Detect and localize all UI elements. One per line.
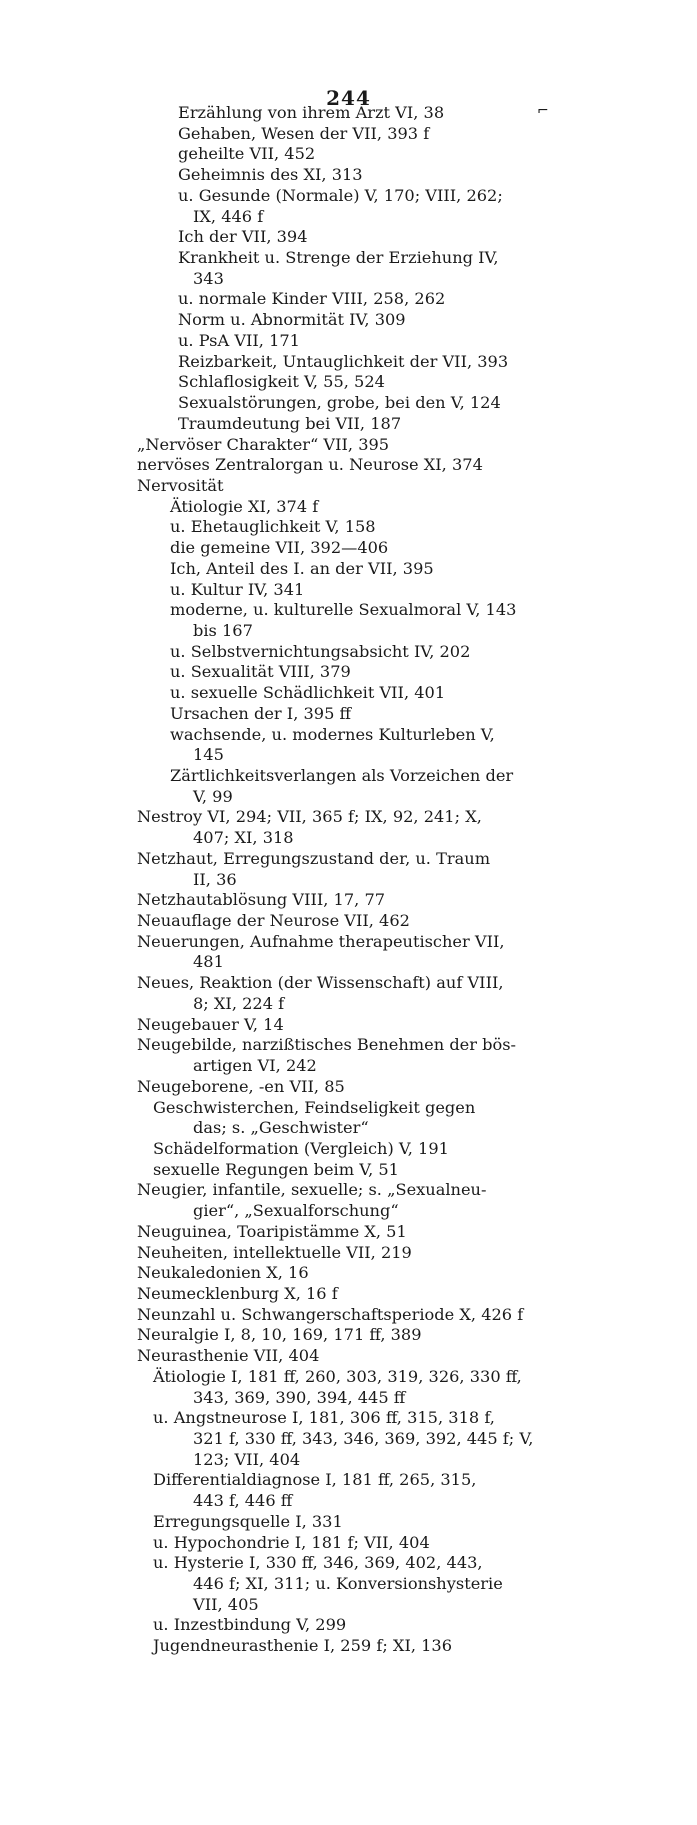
index-line: [0, 1533, 697, 1554]
index-line-text: Netzhaut, Erregungszustand der, u. Traum: [137, 848, 491, 868]
index-line: [0, 642, 697, 663]
index-line-text: u. Hysterie I, 330 ff, 346, 369, 402, 443,: [153, 1553, 483, 1573]
index-line-text: IX, 446 f: [193, 206, 264, 226]
index-line: [0, 227, 697, 248]
index-line: [0, 745, 697, 766]
index-line-text: 407; XI, 318: [193, 828, 294, 848]
index-line-text: II, 36: [193, 869, 237, 889]
index-line-text: Geschwisterchen, Feindseligkeit gegen: [153, 1097, 476, 1117]
index-line: [0, 1595, 697, 1616]
index-line-text: Ätiologie XI, 374 f: [170, 496, 319, 516]
index-line-text: Neurasthenie VII, 404: [137, 1346, 320, 1366]
index-line: [0, 186, 697, 207]
index-line: [0, 144, 697, 165]
index-line: [0, 1139, 697, 1160]
index-line-text: die gemeine VII, 392—406: [170, 538, 389, 558]
index-line: [0, 1284, 697, 1305]
index-line-text: 446 f; XI, 311; u. Konversionshysterie: [193, 1574, 503, 1594]
index-line-text: Neuguinea, Toaripistämme X, 51: [137, 1221, 407, 1241]
index-line: [0, 1636, 697, 1657]
index-line: [0, 269, 697, 290]
index-line: [0, 1367, 697, 1388]
index-line-text: Neuerungen, Aufnahme therapeutischer VII,: [137, 931, 505, 951]
index-line: [0, 1388, 697, 1409]
index-line-text: u. Angstneurose I, 181, 306 ff, 315, 318 f,: [153, 1408, 495, 1428]
index-line: [0, 289, 697, 310]
index-line: [0, 1305, 697, 1326]
index-line: [0, 704, 697, 725]
index-line-text: Schädelformation (Vergleich) V, 191: [153, 1138, 449, 1158]
index-line-text: Nervosität: [137, 475, 224, 495]
index-line: [0, 455, 697, 476]
index-line-text: u. Hypochondrie I, 181 f; VII, 404: [153, 1532, 430, 1552]
index-line: [0, 580, 697, 601]
index-line-text: „Nervöser Charakter“ VII, 395: [137, 434, 390, 454]
index-line: [0, 1201, 697, 1222]
index-line-text: Norm u. Abnormität IV, 309: [178, 310, 406, 330]
index-line: [0, 1035, 697, 1056]
index-line-text: u. PsA VII, 171: [178, 330, 300, 350]
index-line-text: V, 99: [193, 786, 233, 806]
index-line: [0, 725, 697, 746]
index-line: [0, 165, 697, 186]
index-line: [0, 248, 697, 269]
index-line: [0, 600, 697, 621]
index-line: [0, 103, 697, 124]
index-line: [0, 973, 697, 994]
index-list: [0, 103, 697, 1657]
index-line-text: Neukaledonien X, 16: [137, 1263, 309, 1283]
index-line: [0, 1180, 697, 1201]
index-line-text: sexuelle Regungen beim V, 51: [153, 1159, 399, 1179]
index-line-text: u. Ehetauglichkeit V, 158: [170, 517, 376, 537]
index-line-text: Neunzahl u. Schwangerschaftsperiode X, 426 f: [137, 1304, 524, 1324]
index-line: [0, 476, 697, 497]
index-line: [0, 517, 697, 538]
index-line: [0, 849, 697, 870]
index-line: [0, 932, 697, 953]
index-line: [0, 766, 697, 787]
index-line: [0, 414, 697, 435]
index-line-text: 481: [193, 952, 224, 972]
index-line: [0, 1222, 697, 1243]
index-line: [0, 1325, 697, 1346]
index-line: [0, 870, 697, 891]
index-line-text: u. Kultur IV, 341: [170, 579, 305, 599]
index-line-text: Erzählung von ihrem Arzt VI, 38: [178, 103, 445, 122]
index-line: [0, 1160, 697, 1181]
index-line-text: Ich, Anteil des I. an der VII, 395: [170, 558, 434, 578]
index-line: [0, 1077, 697, 1098]
index-line-text: u. Gesunde (Normale) V, 170; VIII, 262;: [178, 185, 503, 205]
index-line-text: Reizbarkeit, Untauglichkeit der VII, 393: [178, 351, 509, 371]
index-line: [0, 1408, 697, 1429]
corner-mark: ⌐: [537, 103, 549, 119]
index-line: [0, 787, 697, 808]
index-line-text: Neugebilde, narzißtisches Benehmen der bös-: [137, 1035, 517, 1055]
index-line-text: Nestroy VI, 294; VII, 365 f; IX, 92, 241; X,: [137, 807, 482, 827]
index-line-text: Ursachen der I, 395 ff: [170, 703, 352, 723]
index-line: [0, 310, 697, 331]
index-line-text: Neues, Reaktion (der Wissenschaft) auf VIII,: [137, 973, 504, 993]
index-line: [0, 1450, 697, 1471]
index-line: [0, 828, 697, 849]
index-line: [0, 1574, 697, 1595]
index-line: [0, 911, 697, 932]
index-line-text: bis 167: [193, 620, 253, 640]
index-line-text: Gehaben, Wesen der VII, 393 f: [178, 123, 430, 143]
index-line: [0, 207, 697, 228]
index-line-text: u. sexuelle Schädlichkeit VII, 401: [170, 683, 446, 703]
index-line-text: 8; XI, 224 f: [193, 993, 285, 1013]
index-line-text: 343, 369, 390, 394, 445 ff: [193, 1387, 406, 1407]
index-line-text: artigen VI, 242: [193, 1056, 317, 1076]
index-line-text: 343: [193, 268, 224, 288]
index-line-text: Zärtlichkeitsverlangen als Vorzeichen der: [170, 766, 514, 785]
index-line-text: u. Inzestbindung V, 299: [153, 1615, 347, 1635]
index-line-text: nervöses Zentralorgan u. Neurose XI, 374: [137, 455, 483, 475]
index-line-text: Neuheiten, intellektuelle VII, 219: [137, 1242, 412, 1262]
index-line-text: Sexualstörungen, grobe, bei den V, 124: [178, 393, 501, 413]
index-line-text: Jugendneurasthenie I, 259 f; XI, 136: [153, 1636, 453, 1656]
index-line: [0, 1615, 697, 1636]
index-line-text: Krankheit u. Strenge der Erziehung IV,: [178, 248, 499, 268]
index-line: [0, 952, 697, 973]
index-line: [0, 1118, 697, 1139]
index-line-text: 145: [193, 745, 224, 765]
index-line: [0, 1243, 697, 1264]
index-line-text: 443 f, 446 ff: [193, 1491, 293, 1511]
index-line: [0, 538, 697, 559]
index-line-text: Schlaflosigkeit V, 55, 524: [178, 372, 385, 392]
index-line: [0, 621, 697, 642]
index-line-text: Neumecklenburg X, 16 f: [137, 1283, 338, 1303]
index-line-text: Neuauflage der Neurose VII, 462: [137, 911, 410, 931]
index-line: [0, 683, 697, 704]
index-line-text: Traumdeutung bei VII, 187: [178, 413, 402, 433]
index-line: [0, 1553, 697, 1574]
index-line: [0, 372, 697, 393]
index-line-text: VII, 405: [193, 1594, 259, 1614]
index-line-text: Neugier, infantile, sexuelle; s. „Sexualneu-: [137, 1180, 487, 1200]
index-line-text: Neuralgie I, 8, 10, 169, 171 ff, 389: [137, 1325, 422, 1345]
index-line-text: das; s. „Geschwister“: [193, 1118, 369, 1138]
index-line: [0, 497, 697, 518]
index-line-text: u. Sexualität VIII, 379: [170, 662, 351, 682]
index-line-text: moderne, u. kulturelle Sexualmoral V, 143: [170, 600, 517, 620]
index-line: [0, 1512, 697, 1533]
index-line-text: Ätiologie I, 181 ff, 260, 303, 319, 326, 330 ff,: [153, 1366, 522, 1386]
index-line: [0, 1263, 697, 1284]
index-line: [0, 1056, 697, 1077]
index-line: [0, 331, 697, 352]
index-line: [0, 662, 697, 683]
index-line-text: geheilte VII, 452: [178, 144, 316, 164]
index-line: [0, 1346, 697, 1367]
index-line-text: Neugeborene, -en VII, 85: [137, 1076, 345, 1096]
index-line: [0, 559, 697, 580]
index-line: [0, 994, 697, 1015]
index-line-text: u. Selbstvernichtungsabsicht IV, 202: [170, 641, 471, 661]
index-line-text: Neugebauer V, 14: [137, 1014, 284, 1034]
index-line-text: Geheimnis des XI, 313: [178, 165, 363, 185]
index-line: [0, 393, 697, 414]
index-line: [0, 1429, 697, 1450]
index-line-text: wachsende, u. modernes Kulturleben V,: [170, 724, 495, 744]
index-line: [0, 1470, 697, 1491]
index-line-text: u. normale Kinder VIII, 258, 262: [178, 289, 446, 309]
index-line: [0, 124, 697, 145]
index-line-text: Differentialdiagnose I, 181 ff, 265, 315,: [153, 1470, 477, 1490]
index-line-text: Netzhautablösung VIII, 17, 77: [137, 890, 386, 910]
index-line: [0, 1015, 697, 1036]
index-line: [0, 1491, 697, 1512]
index-line: [0, 1098, 697, 1119]
index-line-text: Erregungsquelle I, 331: [153, 1511, 343, 1531]
index-line-text: 321 f, 330 ff, 343, 346, 369, 392, 445 f; V,: [193, 1429, 534, 1448]
index-line-text: gier“, „Sexualforschung“: [193, 1201, 399, 1221]
index-line: [0, 890, 697, 911]
page-number: 244: [326, 86, 371, 110]
index-line: [0, 435, 697, 456]
index-line: [0, 807, 697, 828]
index-line-text: Ich der VII, 394: [178, 227, 308, 247]
index-line: [0, 352, 697, 373]
index-line-text: 123; VII, 404: [193, 1449, 301, 1469]
